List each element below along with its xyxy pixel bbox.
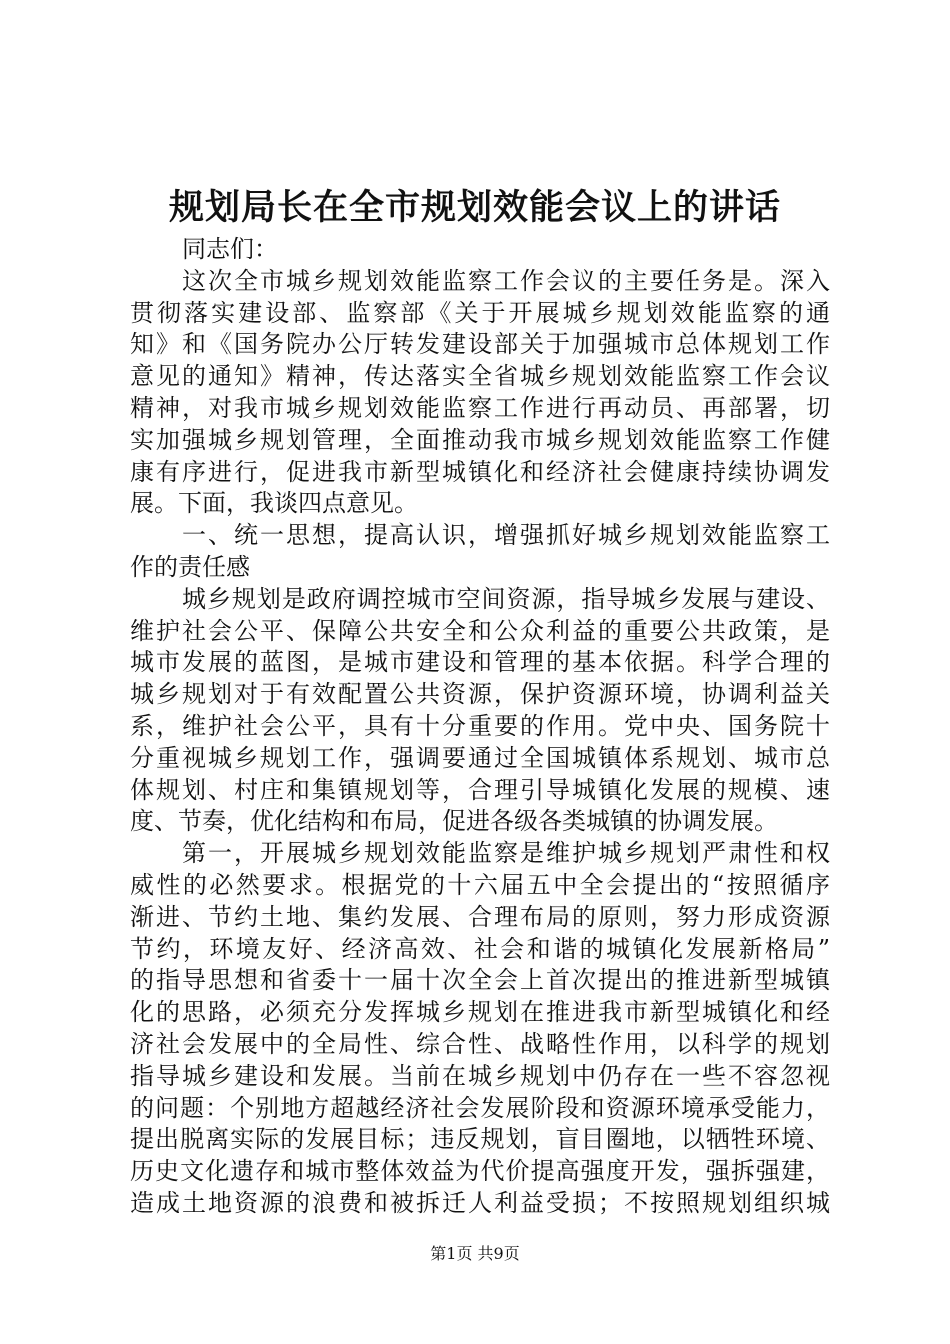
paragraph-line: 城乡规划是政府调控城市空间资源，指导城乡发展与建设、 [182,584,830,613]
paragraph-line: 系，维护社会公平，具有十分重要的作用。党中央、国务院十 [130,711,830,740]
paragraph-line: 历史文化遗存和城市整体效益为代价提高强度开发，强拆强建， [130,1157,830,1186]
paragraph-line: 城市发展的蓝图，是城市建设和管理的基本依据。科学合理的 [130,648,830,677]
paragraph-line: 的指导思想和省委十一届十次全会上首次提出的推进新型城镇 [130,966,830,995]
paragraph-line: 化的思路，必须充分发挥城乡规划在推进我市新型城镇化和经 [130,998,830,1027]
salutation-line: 同志们： [182,235,278,263]
paragraph-line: 济社会发展中的全局性、综合性、战略性作用，以科学的规划 [130,1029,830,1058]
paragraph-line: 精神，对我市城乡规划效能监察工作进行再动员、再部署，切 [130,393,830,422]
paragraph-line: 展。下面，我谈四点意见。 [130,489,418,518]
document-body [130,234,830,1220]
section-heading-line: 作的责任感 [130,552,250,581]
paragraph-line: 度、节奏，优化结构和布局，促进各级各类城镇的协调发展。 [130,807,778,836]
paragraph-line: 提出脱离实际的发展目标；违反规划，盲目圈地，以牺牲环境、 [130,1125,830,1154]
paragraph-line: 贯彻落实建设部、监察部《关于开展城乡规划效能监察的通 [130,298,830,327]
paragraph-line: 体规划、村庄和集镇规划等，合理引导城镇化发展的规模、速 [130,775,830,804]
paragraph-line: 这次全市城乡规划效能监察工作会议的主要任务是。深入 [182,266,830,295]
paragraph-line: 康有序进行，促进我市新型城镇化和经济社会健康持续协调发 [130,457,830,486]
paragraph-line: 的问题：个别地方超越经济社会发展阶段和资源环境承受能力， [130,1093,830,1122]
paragraph-line: 城乡规划对于有效配置公共资源，保护资源环境，协调利益关 [130,680,830,709]
paragraph-line: 知》和《国务院办公厅转发建设部关于加强城市总体规划工作 [130,330,830,359]
paragraph-line: 分重视城乡规划工作，强调要通过全国城镇体系规划、城市总 [130,743,830,772]
paragraph-line: 节约，环境友好、经济高效、社会和谐的城镇化发展新格局” [130,934,830,963]
page-number-footer: 第1页 共9页 [430,1244,520,1263]
section-heading-line: 一、统一思想，提高认识，增强抓好城乡规划效能监察工 [182,521,830,550]
paragraph-line: 维护社会公平、保障公共安全和公众利益的重要公共政策，是 [130,616,830,645]
paragraph-line: 造成土地资源的浪费和被拆迁人利益受损；不按照规划组织城 [130,1188,830,1217]
paragraph-line: 渐进、节约土地、集约发展、合理布局的原则，努力形成资源 [130,902,830,931]
paragraph-line: 威性的必然要求。根据党的十六届五中全会提出的“按照循序 [130,870,830,899]
paragraph-line: 意见的通知》精神，传达落实全省城乡规划效能监察工作会议 [130,362,830,391]
document-title: 规划局长在全市规划效能会议上的讲话 [168,187,781,228]
paragraph-line: 第一，开展城乡规划效能监察是维护城乡规划严肃性和权 [182,839,830,868]
paragraph-line: 实加强城乡规划管理，全面推动我市城乡规划效能监察工作健 [130,425,830,454]
paragraph-line: 指导城乡建设和发展。当前在城乡规划中仍存在一些不容忽视 [130,1061,830,1090]
